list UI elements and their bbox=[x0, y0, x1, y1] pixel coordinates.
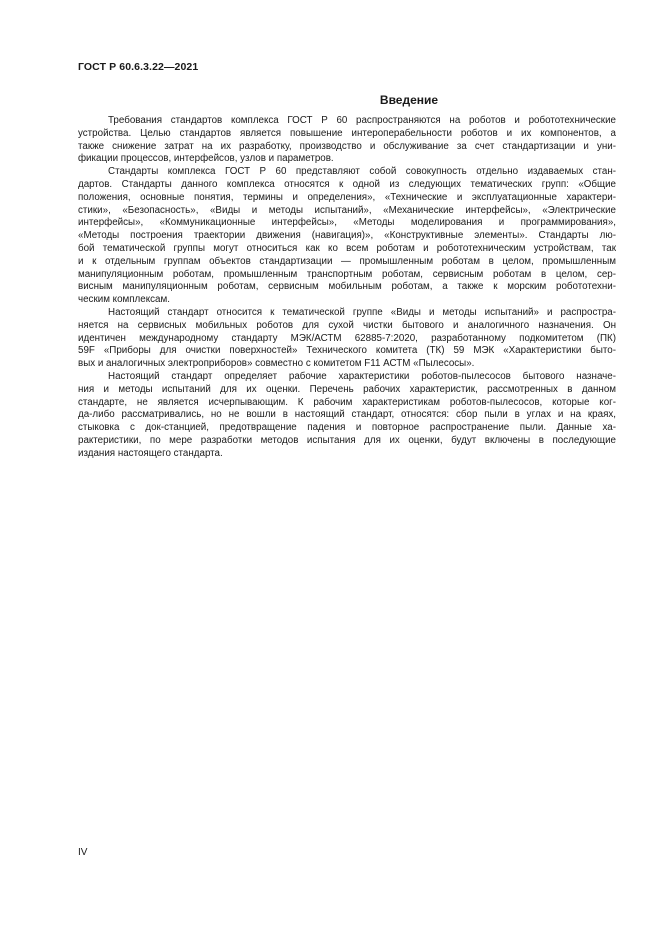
text-line: бой тематической группы могут относиться как ко всем роботам и робототехническим устройствам, так bbox=[78, 242, 616, 254]
text-line: Настоящий стандарт относится к тематической группе «Виды и методы испытаний» и распростра- bbox=[108, 306, 616, 318]
paragraph bbox=[78, 166, 616, 307]
text-line: положения, основные понятия, термины и определения», «Технические и эксплуатационные характери- bbox=[78, 191, 616, 203]
text-line: «Методы построения траектории движения (навигация)», «Конструктивные элементы». Стандарты лю- bbox=[78, 230, 616, 242]
section-title: Введение bbox=[379, 93, 439, 107]
text-line: няется на сервисных мобильных роботов для сухой чистки бытового и аналогичного назначения. Он bbox=[78, 319, 616, 331]
text-line: рактеристики, по мере разработки методов испытания для их оценки, будут включены в последующие bbox=[78, 434, 616, 446]
text-line: ния и методы испытаний для их оценки. Перечень рабочих характеристик, рассмотренных в данном bbox=[78, 383, 616, 395]
text-line: ческим комплексам. bbox=[78, 294, 170, 306]
text-line: устройства. Целью стандартов является повышение интероперабельности роботов и их компонентов, а bbox=[78, 127, 616, 139]
text-line: издания настоящего стандарта. bbox=[78, 447, 223, 459]
text-line: дартов. Стандарты данного комплекса относятся к одной из следующих тематических групп: «Общие bbox=[78, 178, 616, 190]
text-line: стыковка с док-станцией, предотвращение падения и повторное распространение пыли. Данные ха- bbox=[78, 422, 616, 434]
text-line: манипуляционным роботам, промышленным транспортным роботам, сервисным роботам в целом, сер- bbox=[78, 268, 616, 280]
text-line: интерфейсы», «Коммуникационные интерфейсы», «Методы моделирования и программирования», bbox=[78, 217, 616, 229]
text-line: фикации процессов, интерфейсов, узлов и параметров. bbox=[78, 153, 334, 165]
body-text bbox=[78, 115, 616, 461]
text-line: стики», «Безопасность», «Виды и методы испытаний», «Механические интерфейсы», «Электрические bbox=[78, 204, 616, 216]
paragraph bbox=[78, 371, 616, 461]
page-number: IV bbox=[78, 847, 88, 858]
text-line: Требования стандартов комплекса ГОСТ Р 60 распространяются на роботов и робототехнические bbox=[108, 115, 616, 126]
text-line: и к отдельным группам объектов стандартизации — промышленным роботам в целом, промышленным bbox=[78, 255, 616, 267]
text-line: стандарте, не является исчерпывающим. К рабочим характеристикам роботов-пылесосов, которые ког- bbox=[78, 396, 616, 408]
document-code: ГОСТ Р 60.6.3.22—2021 bbox=[78, 61, 199, 73]
paragraph bbox=[78, 115, 616, 166]
text-line: висным манипуляционным роботам, сервисным мобильным роботам, а также к морским робототехни- bbox=[78, 281, 616, 293]
text-line: идентичен международному стандарту МЭК/АСТМ 62885-7:2020, разработанному подкомитетом (ПК) bbox=[78, 332, 616, 344]
text-line: также снижение затрат на их разработку, производство и обслуживание за счет стандартизации и уни- bbox=[78, 140, 616, 152]
text-line: Стандарты комплекса ГОСТ Р 60 представляют собой совокупность отдельно издаваемых стан- bbox=[108, 166, 616, 178]
paragraph bbox=[78, 307, 616, 371]
text-line: 59F «Приборы для очистки поверхностей» Технического комитета (ТК) 59 МЭК «Характеристики быто- bbox=[78, 345, 616, 357]
text-line: вых и аналогичных электроприборов» совместно с комитетом F11 АСТМ «Пылесосы». bbox=[78, 358, 475, 370]
text-line: да-либо рассматривались, но не вошли в настоящий стандарт, относятся: сбор пыли в углах и на краях, bbox=[78, 409, 616, 421]
text-line: Настоящий стандарт определяет рабочие характеристики роботов-пылесосов бытового назначе- bbox=[108, 370, 616, 382]
